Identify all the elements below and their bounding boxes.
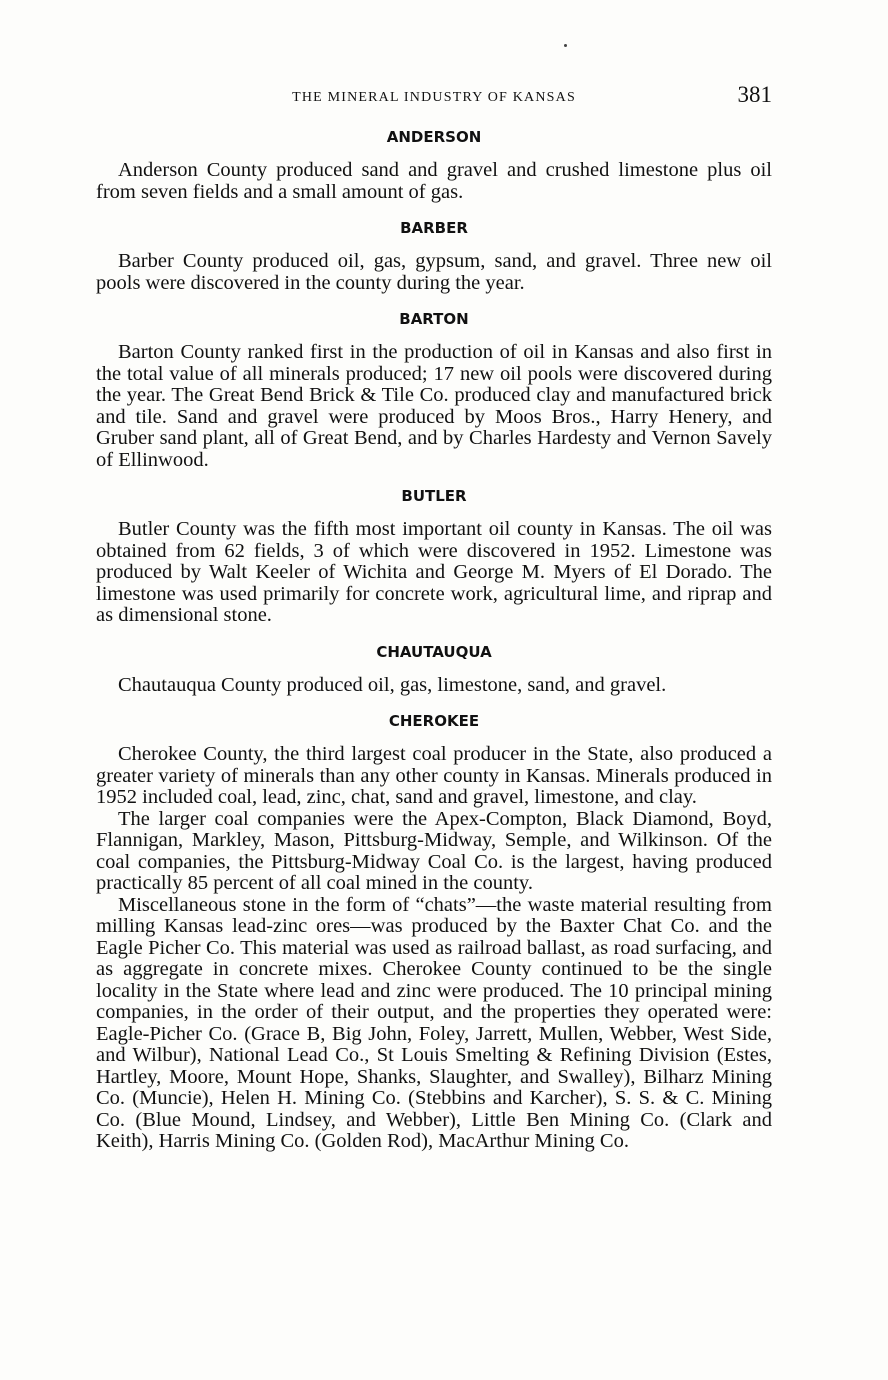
paragraph: The larger coal companies were the Apex-Compton, Black Diamond, Boyd, Flannigan, Markley, Mason, Pittsburg-Midway, Semple, and Wilkinson. Of the coal companies, the Pittsburg-Midway Coal Co. is the largest, having produced practically 85 percent of all coal mined in the county. <box>96 807 772 894</box>
section-butler <box>96 485 772 627</box>
running-title: THE MINERAL INDUSTRY OF KANSAS <box>292 90 576 105</box>
body-text <box>96 126 772 1167</box>
paragraph: Cherokee County, the third largest coal producer in the State, also produced a greater variety of minerals than any other county in Kansas. Minerals produced in 1952 included coal, lead, zinc, chat, sand and gravel, limestone, and clay. <box>96 743 772 808</box>
section-heading: BARTON <box>399 310 469 328</box>
section-heading: BARBER <box>400 219 468 237</box>
paragraph: Barber County produced oil, gas, gypsum, sand, and gravel. Three new oil pools were discovered in the county during the year. <box>96 250 772 294</box>
speck-mark <box>564 44 567 47</box>
section-chautauqua <box>96 641 772 697</box>
section-heading: CHEROKEE <box>388 712 480 730</box>
section-heading: ANDERSON <box>386 128 482 146</box>
paragraph: Butler County was the fifth most important oil county in Kansas. The oil was obtained from 62 fields, 3 of which were discovered in 1952. Limestone was produced by Walt Keeler of Wichita and George M. Myers of El Dorado. The limestone was used primarily for concrete work, agricultural lime, and riprap and as dimensional stone. <box>96 518 772 626</box>
section-barber <box>96 217 772 294</box>
paragraph: Miscellaneous stone in the form of “chats”—the waste material resulting from milling Kansas lead-zinc ores—was produced by the Baxter Chat Co. and the Eagle Picher Co. This material was used as railroad ballast, as road surfacing, and as aggregate in concrete mixes. Cherokee County continued to be the single locality in the State where lead and zinc were produced. The 10 principal mining companies, in the order of their output, and the properties they operated were: Eagle-Picher Co. (Grace B, Big John, Foley, Jarrett, Mullen, Webber, West Side, and Wilbur), National Lead Co., St Louis Smelting & Refining Division (Estes, Hartley, Moore, Mount Hope, Shanks, Slaughter, and Swalley), Bilharz Mining Co. (Muncie), Helen H. Mining Co. (Stebbins and Karcher), S. S. & C. Mining Co. (Blue Mound, Lindsey, and Webber), Little Ben Mining Co. (Clark and Keith), Harris Mining Co. (Golden Rod), MacArthur Mining Co. <box>96 893 772 1152</box>
paragraph: Anderson County produced sand and gravel and crushed limestone plus oil from seven fields and a small amount of gas. <box>96 159 772 203</box>
section-cherokee <box>96 710 772 1153</box>
section-heading: BUTLER <box>401 487 467 505</box>
page-number: 381 <box>737 82 772 107</box>
section-barton <box>96 308 772 471</box>
section-anderson <box>96 126 772 203</box>
paragraph: Chautauqua County produced oil, gas, limestone, sand, and gravel. <box>118 673 667 696</box>
paragraph: Barton County ranked first in the production of oil in Kansas and also first in the total value of all minerals produced; 17 new oil pools were discovered during the year. The Great Bend Brick & Tile Co. produced clay and manufactured brick and tile. Sand and gravel were produced by Moos Bros., Harry Henery, and Gruber sand plant, all of Great Bend, and by Charles Hardesty and Vernon Savely of Ellinwood. <box>96 341 772 471</box>
running-head <box>96 82 772 116</box>
section-heading: CHAUTAUQUA <box>376 642 492 661</box>
